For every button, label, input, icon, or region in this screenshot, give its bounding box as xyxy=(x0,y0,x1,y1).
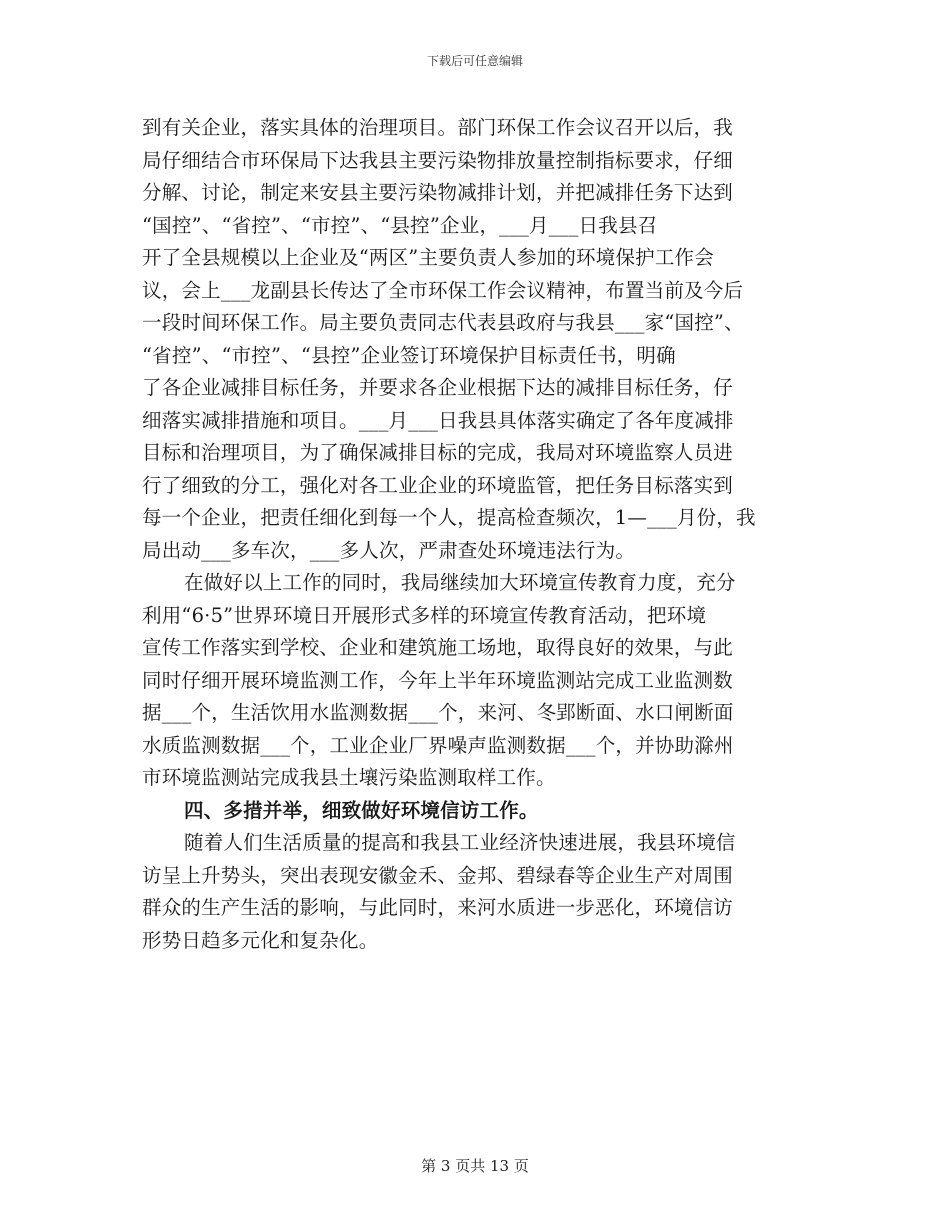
text-line: 群众的生产生活的影响，与此同时，来河水质进一步恶化，环境信访 xyxy=(142,896,734,919)
text-line: 宣传工作落实到学校、企业和建筑施工场地，取得良好的效果，与此 xyxy=(142,636,734,659)
text-line: 形势日趋多元化和复杂化。 xyxy=(142,928,379,952)
text-line: 据___个，生活饮用水监测数据___个，来河、冬郢断面、水口闸断面 xyxy=(142,701,734,724)
text-line: 分解、讨论，制定来安县主要污染物减排计划，并把减排任务下达到 xyxy=(142,181,734,204)
text-line: 在做好以上工作的同时，我局继续加大环境宣传教育力度，充分 xyxy=(184,571,736,594)
text-line: 到有关企业，落实具体的治理项目。部门环保工作会议召开以后，我 xyxy=(142,116,734,139)
text-line: 行了细致的分工，强化对各工业企业的环境监管，把任务目标落实到 xyxy=(142,473,734,497)
page-footer: 第 3 页共 13 页 xyxy=(421,1157,529,1175)
text-line: 细落实减排措施和项目。___月___日我县具体落实确定了各年度减排 xyxy=(142,408,734,432)
text-line: “省控”、“市控”、“县控”企业签订环境保护目标责任书，明确 xyxy=(142,343,676,367)
text-line: 局出动___多车次，___多人次，严肃查处环境违法行为。 xyxy=(142,538,636,562)
text-line: 议，会上___龙副县长传达了全市环保工作会议精神，布置当前及今后 xyxy=(142,278,744,302)
text-line: 目标和治理项目，为了确保减排目标的完成，我局对环境监察人员进 xyxy=(142,441,734,464)
text-line: 同时仔细开展环境监测工作，今年上半年环境监测站完成工业监测数 xyxy=(142,668,734,692)
text-line: 开了全县规模以上企业及“两区”主要负责人参加的环境保护工作会 xyxy=(142,246,714,269)
text-line: “国控”、“省控”、“市控”、“县控”企业，___月___日我县召 xyxy=(142,213,658,237)
text-line: 一段时间环保工作。局主要负责同志代表县政府与我县___家“国控”、 xyxy=(142,311,744,334)
page-header: 下载后可任意编辑 xyxy=(426,54,523,68)
text-line: 访呈上升势头，突出表现安徽金禾、金邦、碧绿春等企业生产对周围 xyxy=(142,863,734,887)
text-line: 每一个企业，把责任细化到每一个人，提高检查频次，1—___月份，我 xyxy=(142,506,756,529)
text-line: 利用“6·5”世界环境日开展形式多样的环境宣传教育活动，把环境 xyxy=(142,603,707,627)
text-line: 随着人们生活质量的提高和我县工业经济快速进展，我县环境信 xyxy=(184,831,736,854)
text-line: 水质监测数据___个，工业企业厂界噪声监测数据___个，并协助滁州 xyxy=(142,733,734,757)
text-line: 了各企业减排目标任务，并要求各企业根据下达的减排目标任务，仔 xyxy=(142,376,734,399)
text-line: 市环境监测站完成我县土壤污染监测取样工作。 xyxy=(142,766,556,789)
text-line: 局仔细结合市环保局下达我县主要污染物排放量控制指标要求，仔细 xyxy=(142,148,734,172)
section-heading: 四、多措并举，细致做好环境信访工作。 xyxy=(184,798,539,822)
document-body xyxy=(142,112,808,957)
